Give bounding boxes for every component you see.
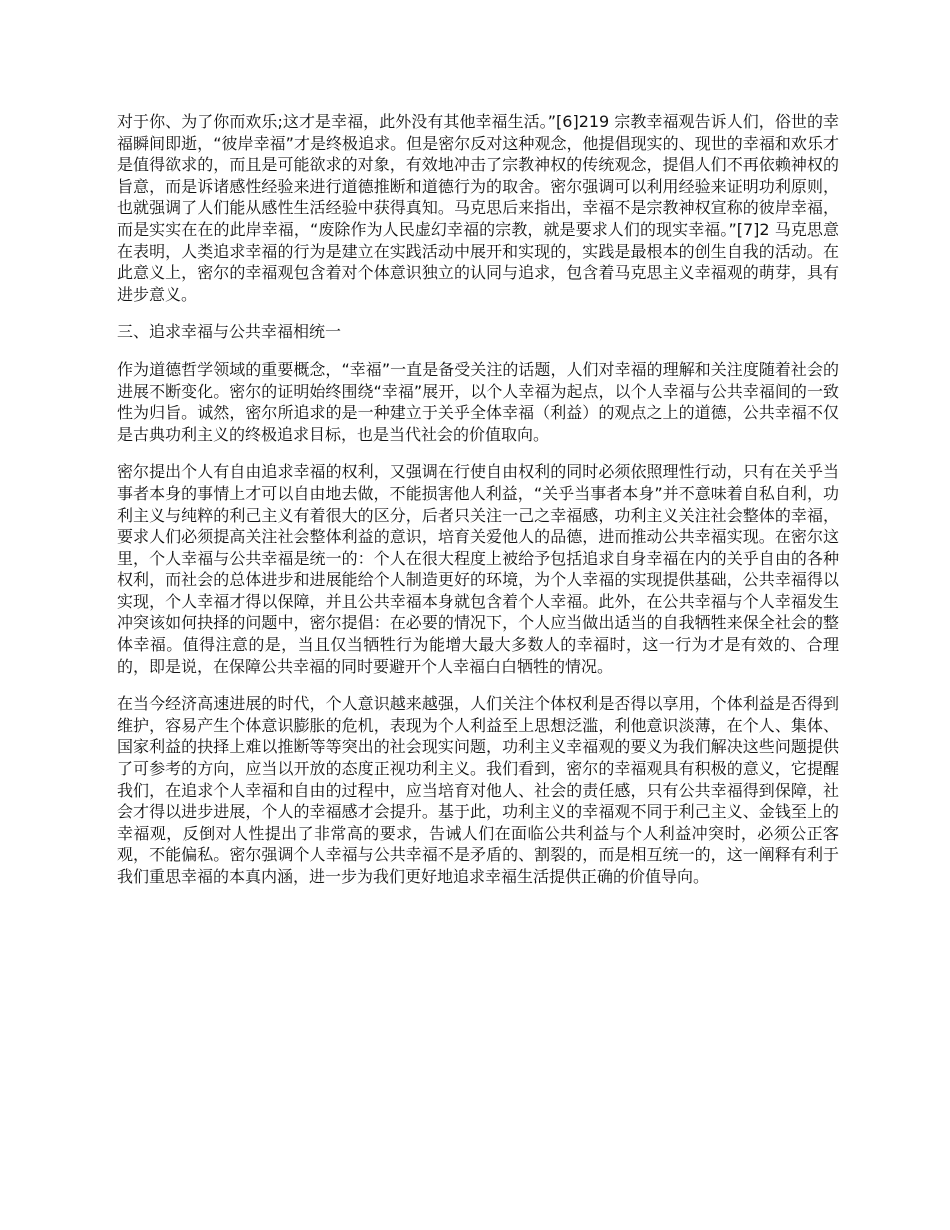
paragraph-1: 对于你、为了你而欢乐;这才是幸福，此外没有其他幸福生活。”[6]219 宗教幸福观告诉人们，俗世的幸福瞬间即逝，“彼岸幸福”才是终极追求。但是密尔反对这种观念，他提倡现实的、现世的幸福和欢乐才是值得欲求的，而且是可能欲求的对象，有效地冲击了宗教神权的传统观念，提倡人们不再依赖神权的旨意，而是诉诸感性经验来进行道德推断和道德行为的取舍。密尔强调可以利用经验来证明功利原则，也就强调了人们能从感性生活经验中获得真知。马克思后来指出，幸福不是宗教神权宣称的彼岸幸福，而是实实在在的此岸幸福，“废除作为人民虚幻幸福的宗教，就是要求人们的现实幸福。”[7]2 马克思意在表明，人类追求幸福的行为是建立在实践活动中展开和实现的，实践是最根本的创生自我的活动。在此意义上，密尔的幸福观包含着对个体意识独立的认同与追求，包含着马克思主义幸福观的萌芽，具有进步意义。 <box>117 112 839 304</box>
paragraph-4: 在当今经济高速进展的时代，个人意识越来越强，人们关注个体权利是否得以享用，个体利益是否得到维护，容易产生个体意识膨胀的危机，表现为个人利益至上思想泛滥，利他意识淡薄，在个人、集体、国家利益的抉择上难以推断等等突出的社会现实问题，功利主义幸福观的要义为我们解决这些问题提供了可参考的方向，应当以开放的态度正视功利主义。我们看到，密尔的幸福观具有积极的意义，它提醒我们，在追求个人幸福和自由的过程中，应当培育对他人、社会的责任感，只有公共幸福得到保障，社会才得以进步进展，个人的幸福感才会提升。基于此，功利主义的幸福观不同于利己主义、金钱至上的幸福观，反倒对人性提出了非常高的要求，告诫人们在面临公共利益与个人利益冲突时，必须公正客观，不能偏私。密尔强调个人幸福与公共幸福不是矛盾的、割裂的，而是相互统一的，这一阐释有利于我们重思幸福的本真内涵，进一步为我们更好地追求幸福生活提供正确的价值导向。 <box>117 694 839 886</box>
section-heading-3: 三、追求幸福与公共幸福相统一 <box>117 322 342 342</box>
paragraph-3: 密尔提出个人有自由追求幸福的权利，又强调在行使自由权利的同时必须依照理性行动，只有在关乎当事者本身的事情上才可以自由地去做，不能损害他人利益，“关乎当事者本身”并不意味着自私自利，功利主义与纯粹的利己主义有着很大的区分，后者只关注一己之幸福感，功利主义关注社会整体的幸福，要求人们必须提高关注社会整体利益的意识，培育关爱他人的品德，进而推动公共幸福实现。在密尔这里，个人幸福与公共幸福是统一的：个人在很大程度上被给予包括追求自身幸福在内的关乎自由的各种权利，而社会的总体进步和进展能给个人制造更好的环境，为个人幸福的实现提供基础，公共幸福得以实现，个人幸福才得以保障，并且公共幸福本身就包含着个人幸福。此外，在公共幸福与个人幸福发生冲突该如何抉择的问题中，密尔提倡：在必要的情况下，个人应当做出适当的自我牺牲来保全社会的整体幸福。值得注意的是，当且仅当牺牲行为能增大最大多数人的幸福时，这一行为才是有效的、合理的，即是说，在保障公共幸福的同时要避开个人幸福白白牺牲的情况。 <box>117 462 839 676</box>
paragraph-2: 作为道德哲学领域的重要概念，“幸福”一直是备受关注的话题，人们对幸福的理解和关注度随着社会的进展不断变化。密尔的证明始终围绕“幸福”展开，以个人幸福为起点，以个人幸福与公共幸福间的一致性为归旨。诚然，密尔所追求的是一种建立于关乎全体幸福（利益）的观点之上的道德，公共幸福不仅是古典功利主义的终极追求目标，也是当代社会的价值取向。 <box>117 359 839 444</box>
document-page <box>117 111 839 904</box>
